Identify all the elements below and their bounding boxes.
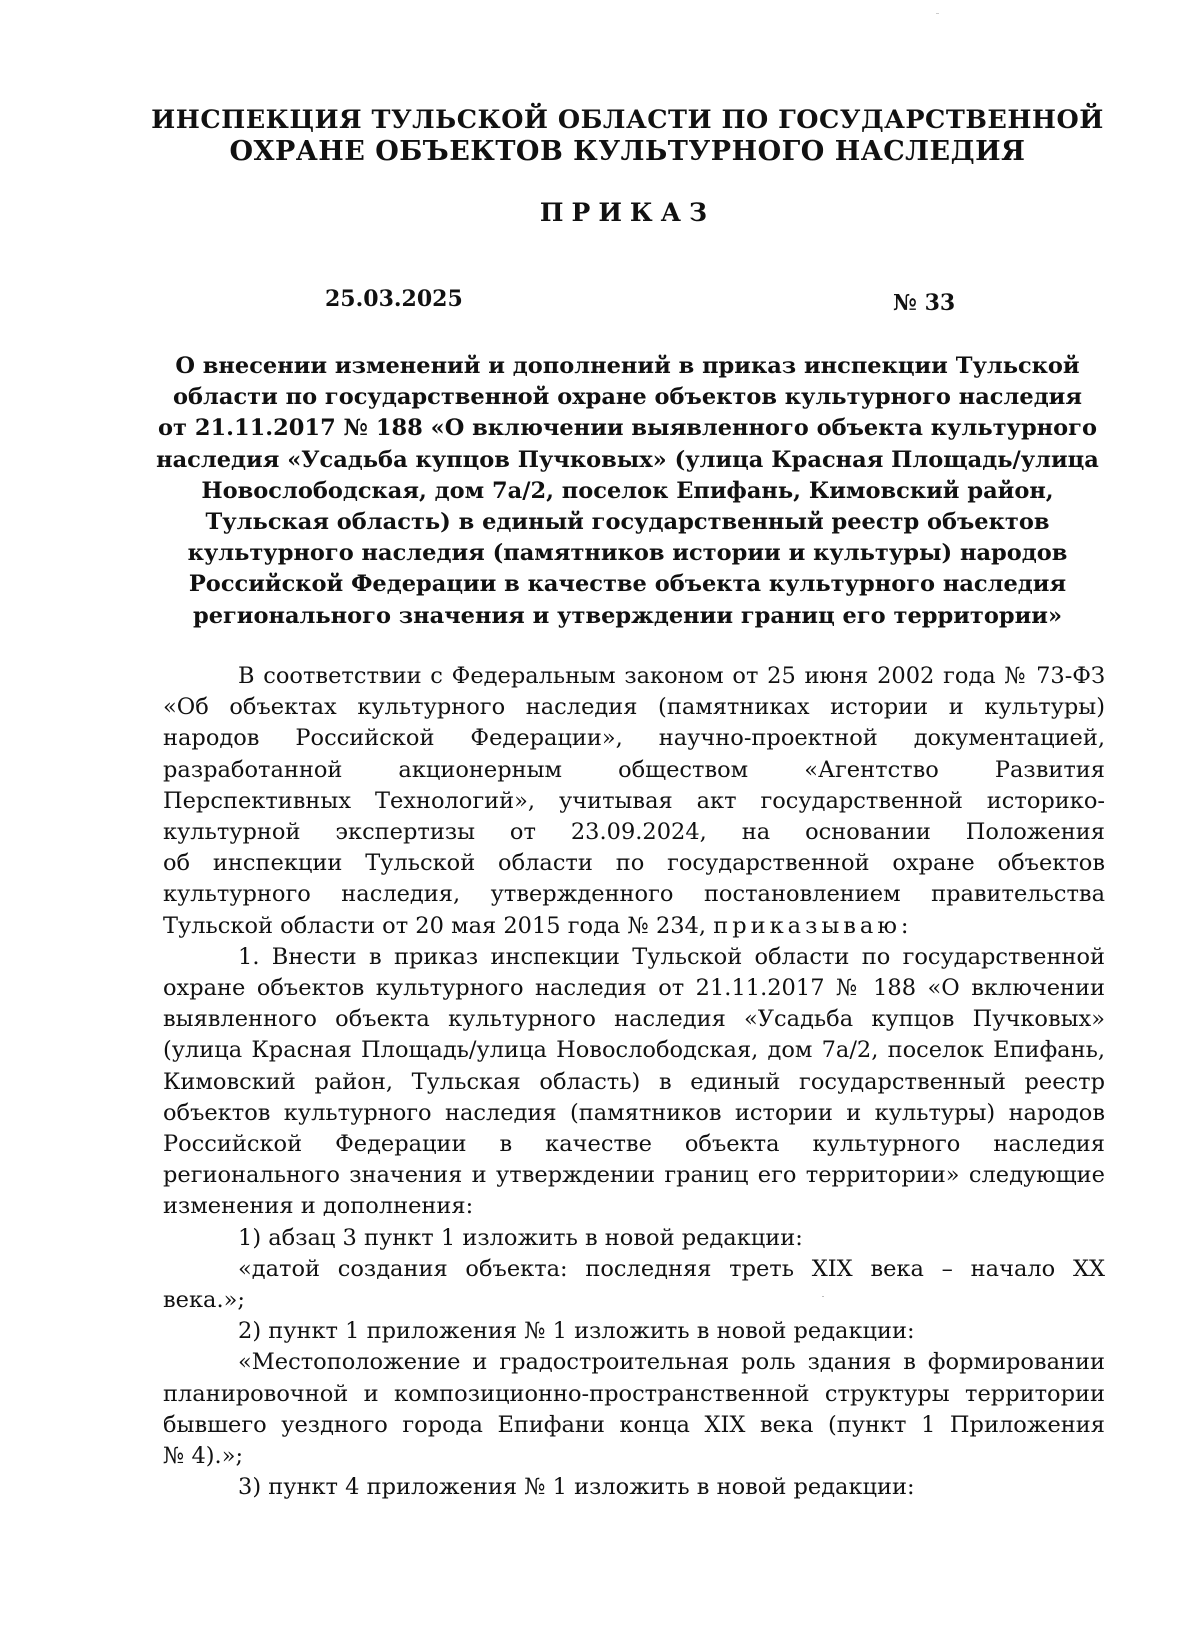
body-line: выявленного объекта культурного наследия «Усадьба купцов Пучковых» (163, 1006, 1105, 1033)
body-line: века.»; (163, 1287, 245, 1314)
title-line: Тульская область) в единый государственный реестр объектов (205, 509, 1050, 536)
document-body (163, 661, 1105, 1503)
body-line: изменения и дополнения: (163, 1193, 474, 1220)
body-line: разработанной акционерным обществом «Агентство Развития (163, 756, 1105, 783)
subitem-3 (163, 1472, 1105, 1503)
body-line: культурной экспертизы от 23.09.2024, на основании Положения (163, 819, 1105, 846)
title-line: Российской Федерации в качестве объекта культурного наследия (188, 571, 1067, 598)
document-number: № 33 (893, 290, 956, 316)
preamble-paragraph (163, 661, 1105, 942)
body-line: 2) пункт 1 приложения № 1 изложить в новой редакции: (238, 1318, 915, 1345)
body-line: «Местоположение и градостроительная роль здания в формировании (238, 1349, 1105, 1376)
title-line: от 21.11.2017 № 188 «О включении выявленного объекта культурного (158, 415, 1097, 442)
body-line: культурного наследия, утвержденного постановлением правительства (163, 881, 1105, 908)
title-line: области по государственной охране объектов культурного наследия (173, 384, 1082, 411)
organization-name-line: ОХРАНЕ ОБЪЕКТОВ КУЛЬТУРНОГО НАСЛЕДИЯ (229, 136, 1026, 167)
body-line: регионального значения и утверждении границ его территории» следующие (163, 1162, 1105, 1189)
subitem-2 (163, 1316, 1105, 1472)
body-line: «датой создания объекта: последняя треть XIX века – начало XX (238, 1255, 1105, 1282)
body-line: планировочной и композиционно-пространственной структуры территории (163, 1380, 1105, 1407)
title-line: регионального значения и утверждении границ его территории» (192, 602, 1063, 629)
document-title (150, 351, 1105, 632)
organization-name (150, 104, 1105, 168)
preamble-last-text: Тульской области от 20 мая 2015 года № 234, (163, 912, 707, 939)
body-line: бывшего уездного города Епифани конца XIX века (пункт 1 Приложения (163, 1411, 1105, 1438)
body-line: № 4).»; (163, 1443, 244, 1470)
body-line: В соответствии с Федеральным законом от 25 июня 2002 года № 73-ФЗ (238, 663, 1105, 689)
document-date: 25.03.2025 (325, 286, 463, 312)
scan-speck (936, 13, 939, 14)
body-line: Российской Федерации в качестве объекта культурного наследия (163, 1131, 1105, 1158)
title-line: наследия «Усадьба купцов Пучковых» (улица Красная Площадь/улица (156, 446, 1099, 473)
body-line: охране объектов культурного наследия от 21.11.2017 № 188 «О включении (163, 975, 1105, 1002)
title-line: культурного наследия (памятников истории и культуры) народов (187, 540, 1068, 567)
order-word: приказываю: (713, 912, 913, 939)
body-line (163, 911, 1105, 942)
body-line: (улица Красная Площадь/улица Новослободская, дом 7а/2, поселок Епифань, (163, 1037, 1105, 1064)
title-line: Новослободская, дом 7а/2, поселок Епифань, Кимовский район, (201, 477, 1054, 504)
body-line: народов Российской Федерации», научно-проектной документацией, (163, 725, 1105, 752)
body-line: «Об объектах культурного наследия (памятниках истории и культуры) (163, 694, 1105, 721)
subitem-1 (163, 1223, 1105, 1317)
body-line: Перспективных Технологий», учитывая акт государственной историко- (163, 787, 1105, 814)
body-line: 1. Внести в приказ инспекции Тульской области по государственной (238, 943, 1105, 970)
body-line: объектов культурного наследия (памятников истории и культуры) народов (163, 1099, 1105, 1126)
body-line: об инспекции Тульской области по государственной охране объектов (163, 850, 1105, 877)
title-line: О внесении изменений и дополнений в приказ инспекции Тульской (175, 353, 1080, 379)
organization-name-line: ИНСПЕКЦИЯ ТУЛЬСКОЙ ОБЛАСТИ ПО ГОСУДАРСТВЕННОЙ (151, 105, 1104, 135)
body-line: 1) абзац 3 пункт 1 изложить в новой редакции: (238, 1224, 803, 1251)
body-line: Кимовский район, Тульская область) в единый государственный реестр (163, 1068, 1105, 1095)
document-type: ПРИКАЗ (539, 198, 716, 227)
body-line: 3) пункт 4 приложения № 1 изложить в новой редакции: (238, 1474, 915, 1501)
item-1-paragraph (163, 942, 1105, 1223)
